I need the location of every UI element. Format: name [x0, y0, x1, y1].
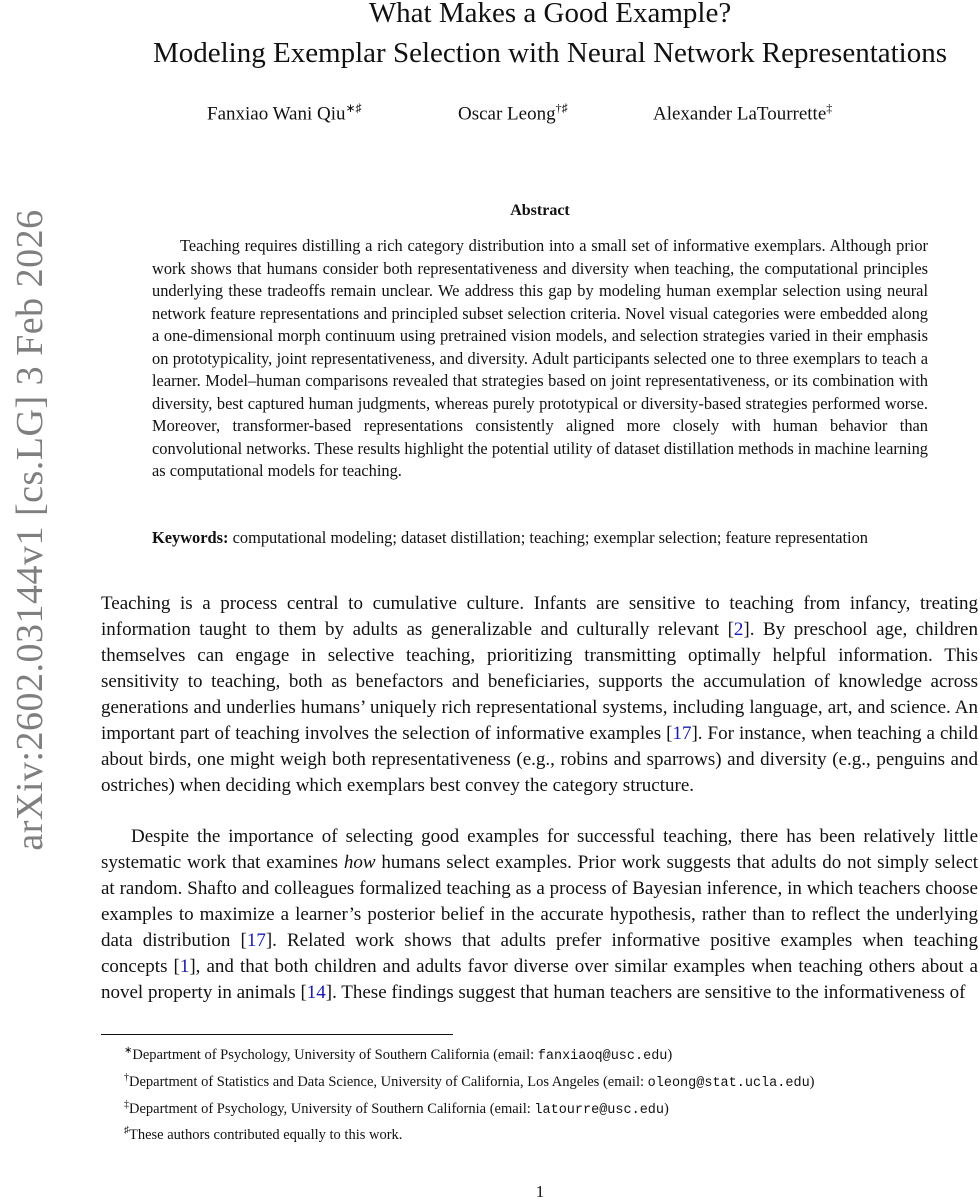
emphasis-how: how [343, 852, 376, 873]
title-line-2: Modeling Exemplar Selection with Neural Network Representations [152, 37, 948, 69]
abstract-text: Teaching requires distilling a rich category distribution into a small set of informative exemplars. Although prior work shows that humans consider both representativeness and diversity when teaching, the computational principles underlying these tradeoffs remain unclear. We address this gap by modeling human exemplar selection using neural network feature representations and principled subset selection criteria. Novel visual categories were embedded along a one-dimensional morph continuum using pretrained vision models, and selection strategies varied in their emphasis on prototypicality, joint representativeness, and diversity. Adult participants selected one to three exemplars to teach a learner. Model–human comparisons revealed that strategies based on joint representativeness, or its combination with diversity, best captured human judgments, whereas purely prototypical or diversity-based strategies performed worse. Moreover, transformer-based representations consistently aligned more closely with human behavior than convolutional networks. These results highlight the potential utility of dataset distillation methods in machine learning as computational models for teaching. [152, 236, 928, 480]
email-link[interactable]: latourre@usc.edu [534, 1102, 665, 1118]
author-marks: †♯ [555, 101, 568, 115]
keywords-label: Keywords: [152, 528, 229, 547]
author-leong: Oscar Leong†♯ [458, 101, 568, 125]
citation-link[interactable]: 1 [179, 956, 190, 977]
footnote-qiu: ∗Department of Psychology, University of Southern California (email: fanxiaoq@usc.edu) [124, 1045, 673, 1064]
page-number: 1 [535, 1182, 545, 1201]
author-latourrette: Alexander LaTourrette‡ [653, 101, 833, 125]
email-link[interactable]: oleong@stat.ucla.edu [647, 1075, 810, 1091]
citation-link[interactable]: 14 [306, 982, 326, 1003]
citation-link[interactable]: 17 [246, 930, 266, 951]
footnote-leong: †Department of Statistics and Data Science, University of California, Los Angeles (email: oleong@stat.ucla.edu) [124, 1071, 815, 1091]
citation-link[interactable]: 2 [733, 619, 744, 640]
abstract-heading: Abstract [510, 202, 570, 219]
citation-link[interactable]: 17 [672, 723, 692, 744]
author-marks: ∗♯ [345, 101, 362, 115]
email-link[interactable]: fanxiaoq@usc.edu [537, 1048, 668, 1064]
title-line-1: What Makes a Good Example? [368, 0, 732, 29]
author-qiu: Fanxiao Wani Qiu∗♯ [207, 101, 362, 125]
footnote-latourrette: ‡Department of Psychology, University of Southern California (email: latourre@usc.edu) [124, 1098, 669, 1118]
arxiv-stamp-text: arXiv:2602.03144v1 [cs.LG] 3 Feb 2026 [9, 209, 51, 851]
keywords [152, 527, 928, 550]
keywords-text: computational modeling; dataset distillation; teaching; exemplar selection; feature representation [232, 528, 868, 547]
body-paragraph-2: Despite the importance of selecting good examples for successful teaching, there has been relatively little systematic work that examines how humans select examples. Prior work suggests that adults do not simply select at random. Shafto and colleagues formalized teaching as a process of Bayesian inference, in which teachers choose examples to maximize a learner’s posterior belief in the accurate hypothesis, rather than to reflect the underlying data distribution [17]. Related work shows that adults prefer informative positive examples when teaching concepts [1], and that both children and adults favor diverse over similar examples when teaching others about a novel property in animals [14]. These findings suggest that human teachers are sensitive to the informativeness of [101, 826, 978, 1003]
footnote-divider [101, 1034, 453, 1035]
footnote-equal-contribution: ♯These authors contributed equally to this work. [124, 1125, 403, 1144]
body-paragraph-1: Teaching is a process central to cumulative culture. Infants are sensitive to teaching from infancy, treating information taught to them by adults as generalizable and culturally relevant [2]. By preschool age, children themselves can engage in selective teaching, prioritizing transmitting optimally helpful information. This sensitivity to teaching, both as benefactors and beneficiaries, supports the accumulation of knowledge across generations and underlies humans’ uniquely rich representational systems, including language, art, and science. An important part of teaching involves the selection of informative examples [17]. For instance, when teaching a child about birds, one might weigh both representativeness (e.g., robins and sparrows) and diversity (e.g., penguins and ostriches) when deciding which exemplars best convey the category structure. [101, 593, 978, 796]
author-marks: ‡ [826, 101, 833, 115]
footnotes [124, 1040, 980, 1146]
